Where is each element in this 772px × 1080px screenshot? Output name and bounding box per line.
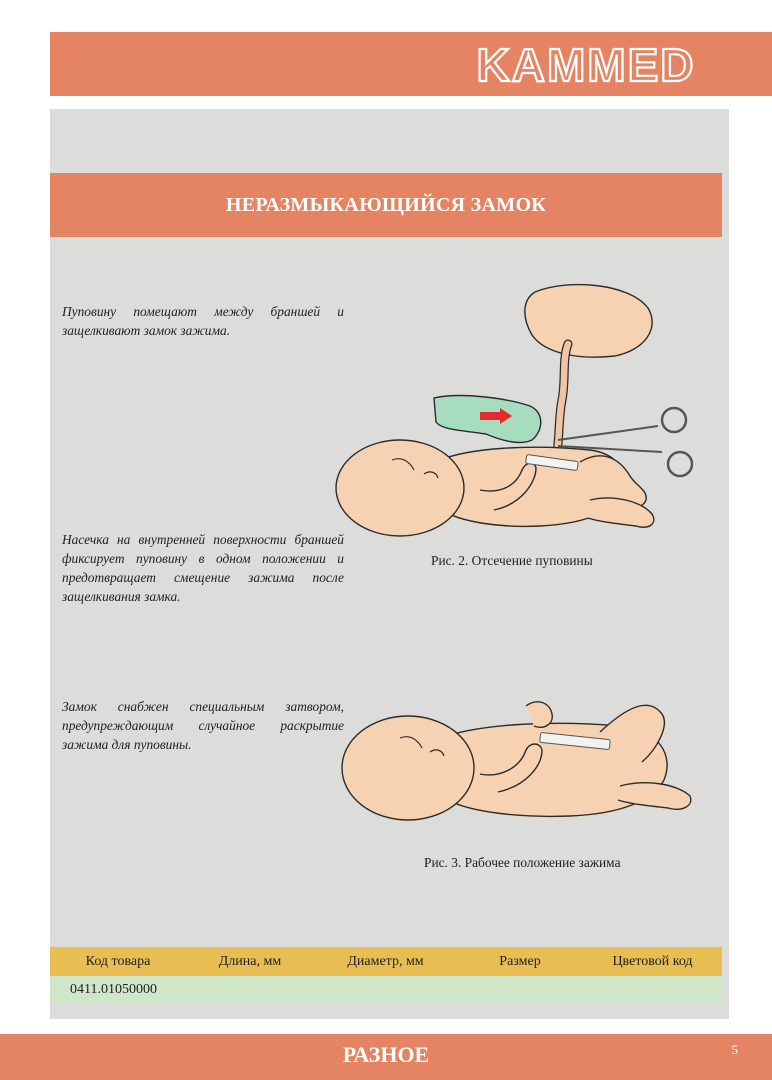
header-band xyxy=(50,32,772,96)
header-cell-length: Длина, мм xyxy=(218,953,282,969)
paragraph-2: Насечка на внутренней поверхности браншей фиксирует пуповину в одном положении и предотвращает смещение зажима после защелкивания замка. xyxy=(62,532,344,604)
header-cell-code: Код товара xyxy=(85,953,151,969)
product-table xyxy=(50,947,722,1003)
table-header-row xyxy=(50,947,722,976)
baby-head xyxy=(342,716,474,820)
forceps-ring-2 xyxy=(668,452,692,476)
forceps-ring-1 xyxy=(662,408,686,432)
kammed-logo xyxy=(452,44,720,84)
section-title: НЕРАЗМЫКАЮЩИЙСЯ ЗАМОК xyxy=(225,193,547,216)
footer-title: РАЗНОЕ xyxy=(342,1042,430,1067)
header-cell-color-code: Цветовой код xyxy=(612,953,693,969)
header-cell-diameter: Диаметр, мм xyxy=(347,953,424,969)
figure-3-caption: Рис. 3. Рабочее положение зажима xyxy=(424,855,621,870)
clamp-working-position-illustration xyxy=(330,690,700,840)
umbilical-cord-cutting-illustration xyxy=(330,280,700,550)
logo-graphic xyxy=(452,44,720,84)
table-row xyxy=(50,976,722,1003)
footer-band xyxy=(0,1034,772,1080)
page-number: 5 xyxy=(731,1042,738,1057)
baby-head xyxy=(336,440,464,536)
header-cell-size: Размер xyxy=(499,953,541,969)
paragraph-1: Пуповину помещают между браншей и защелкивают замок зажима. xyxy=(62,304,344,338)
section-title-band xyxy=(50,173,722,237)
paragraph-3: Замок снабжен специальным затвором, предупреждающим случайное раскрытие зажима для пуповины. xyxy=(62,699,344,752)
logo-text: KAMMED xyxy=(476,44,696,84)
placenta-shape xyxy=(525,285,652,358)
cell-code: 0411.01050000 xyxy=(70,981,157,997)
figure-2-caption: Рис. 2. Отсечение пуповины xyxy=(431,553,593,568)
forceps-arm-1 xyxy=(558,426,658,440)
